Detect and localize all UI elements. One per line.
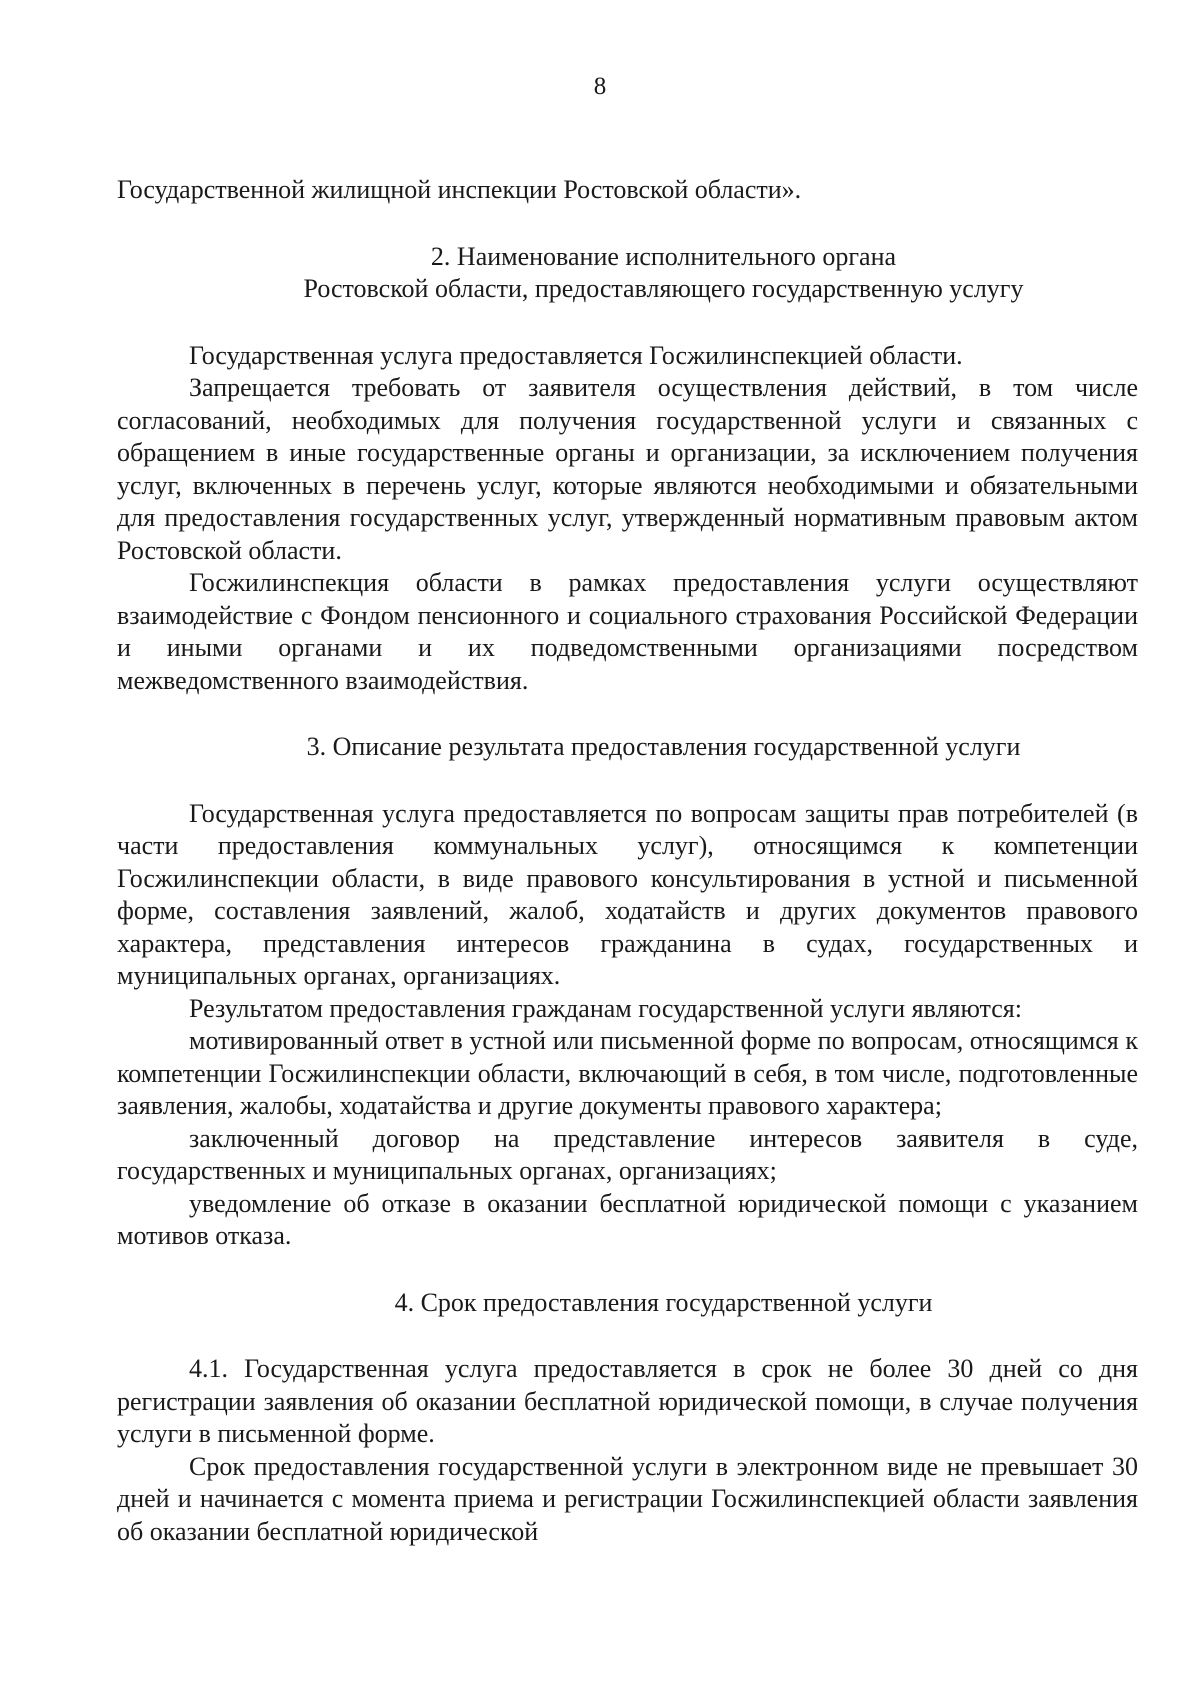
section-2-heading-line-2: Ростовской области, предоставляющего государственную услугу [303, 274, 1024, 303]
section-3 [117, 731, 1138, 1253]
section-2-heading-line-1: 2. Наименование исполнительного органа [430, 241, 897, 271]
section-4-paragraph: 4.1. Государственная услуга предоставляется в срок не более 30 дней со дня регистрации заявления об оказании бесплатной юридической помощи, в случае получения услуги в письменной форме. [117, 1354, 1138, 1448]
section-2-paragraph: Госжилинспекция области в рамках предоставления услуги осуществляют взаимодействие с Фондом пенсионного и социального страхования Российской Федерации и иными органами и их подведомственными организациями посредством межведомственного взаимодействия. [117, 568, 1138, 695]
section-3-paragraph: мотивированный ответ в устной или письменной форме по вопросам, относящимся к компетенции Госжилинспекции области, включающий в себя, в том числе, подготовленные заявления, жалобы, ходатайства и другие документы правового характера; [117, 1026, 1138, 1120]
section-2-paragraph: Запрещается требовать от заявителя осуществления действий, в том числе согласований, необходимых для получения государственной услуги и связанных с обращением в иные государственные органы и организации, за исключением получения услуг, включенных в перечень услуг, которые являются необходимыми и обязательными для предоставления государственных услуг, утвержденный нормативным правовым актом Ростовской области. [117, 373, 1138, 565]
section-2-paragraph: Государственная услуга предоставляется Госжилинспекцией области. [189, 340, 963, 370]
section-3-heading: 3. Описание результата предоставления государственной услуги [306, 732, 1021, 761]
section-4-heading: 4. Срок предоставления государственной услуги [394, 1287, 933, 1317]
continuation-line: Государственной жилищной инспекции Ростовской области». [117, 175, 802, 204]
document-body [117, 174, 1138, 1548]
section-2 [117, 241, 1138, 698]
section-3-paragraph: уведомление об отказе в оказании бесплатной юридической помощи с указанием мотивов отказа. [117, 1188, 1138, 1250]
section-3-paragraph: Результатом предоставления гражданам государственной услуги являются: [189, 993, 1022, 1023]
section-3-paragraph: Государственная услуга предоставляется по вопросам защиты прав потребителей (в части предоставления коммунальных услуг), относящимся к компетенции Госжилинспекции области, в виде правового консультирования в устной и письменной форме, составления заявлений, жалоб, ходатайств и других документов правового характера, представления интересов гражданина в судах, государственных и муниципальных органах, организациях. [117, 798, 1138, 990]
section-3-paragraph: заключенный договор на представление интересов заявителя в суде, государственных и муниципальных органах, организациях; [117, 1123, 1138, 1185]
section-4 [117, 1287, 1138, 1549]
section-4-paragraph: Срок предоставления государственной услуги в электронном виде не превышает 30 дней и начинается с момента приема и регистрации Госжилинспекцией области заявления об оказании бесплатной юридической [117, 1451, 1138, 1546]
page-number: 8 [593, 73, 607, 100]
